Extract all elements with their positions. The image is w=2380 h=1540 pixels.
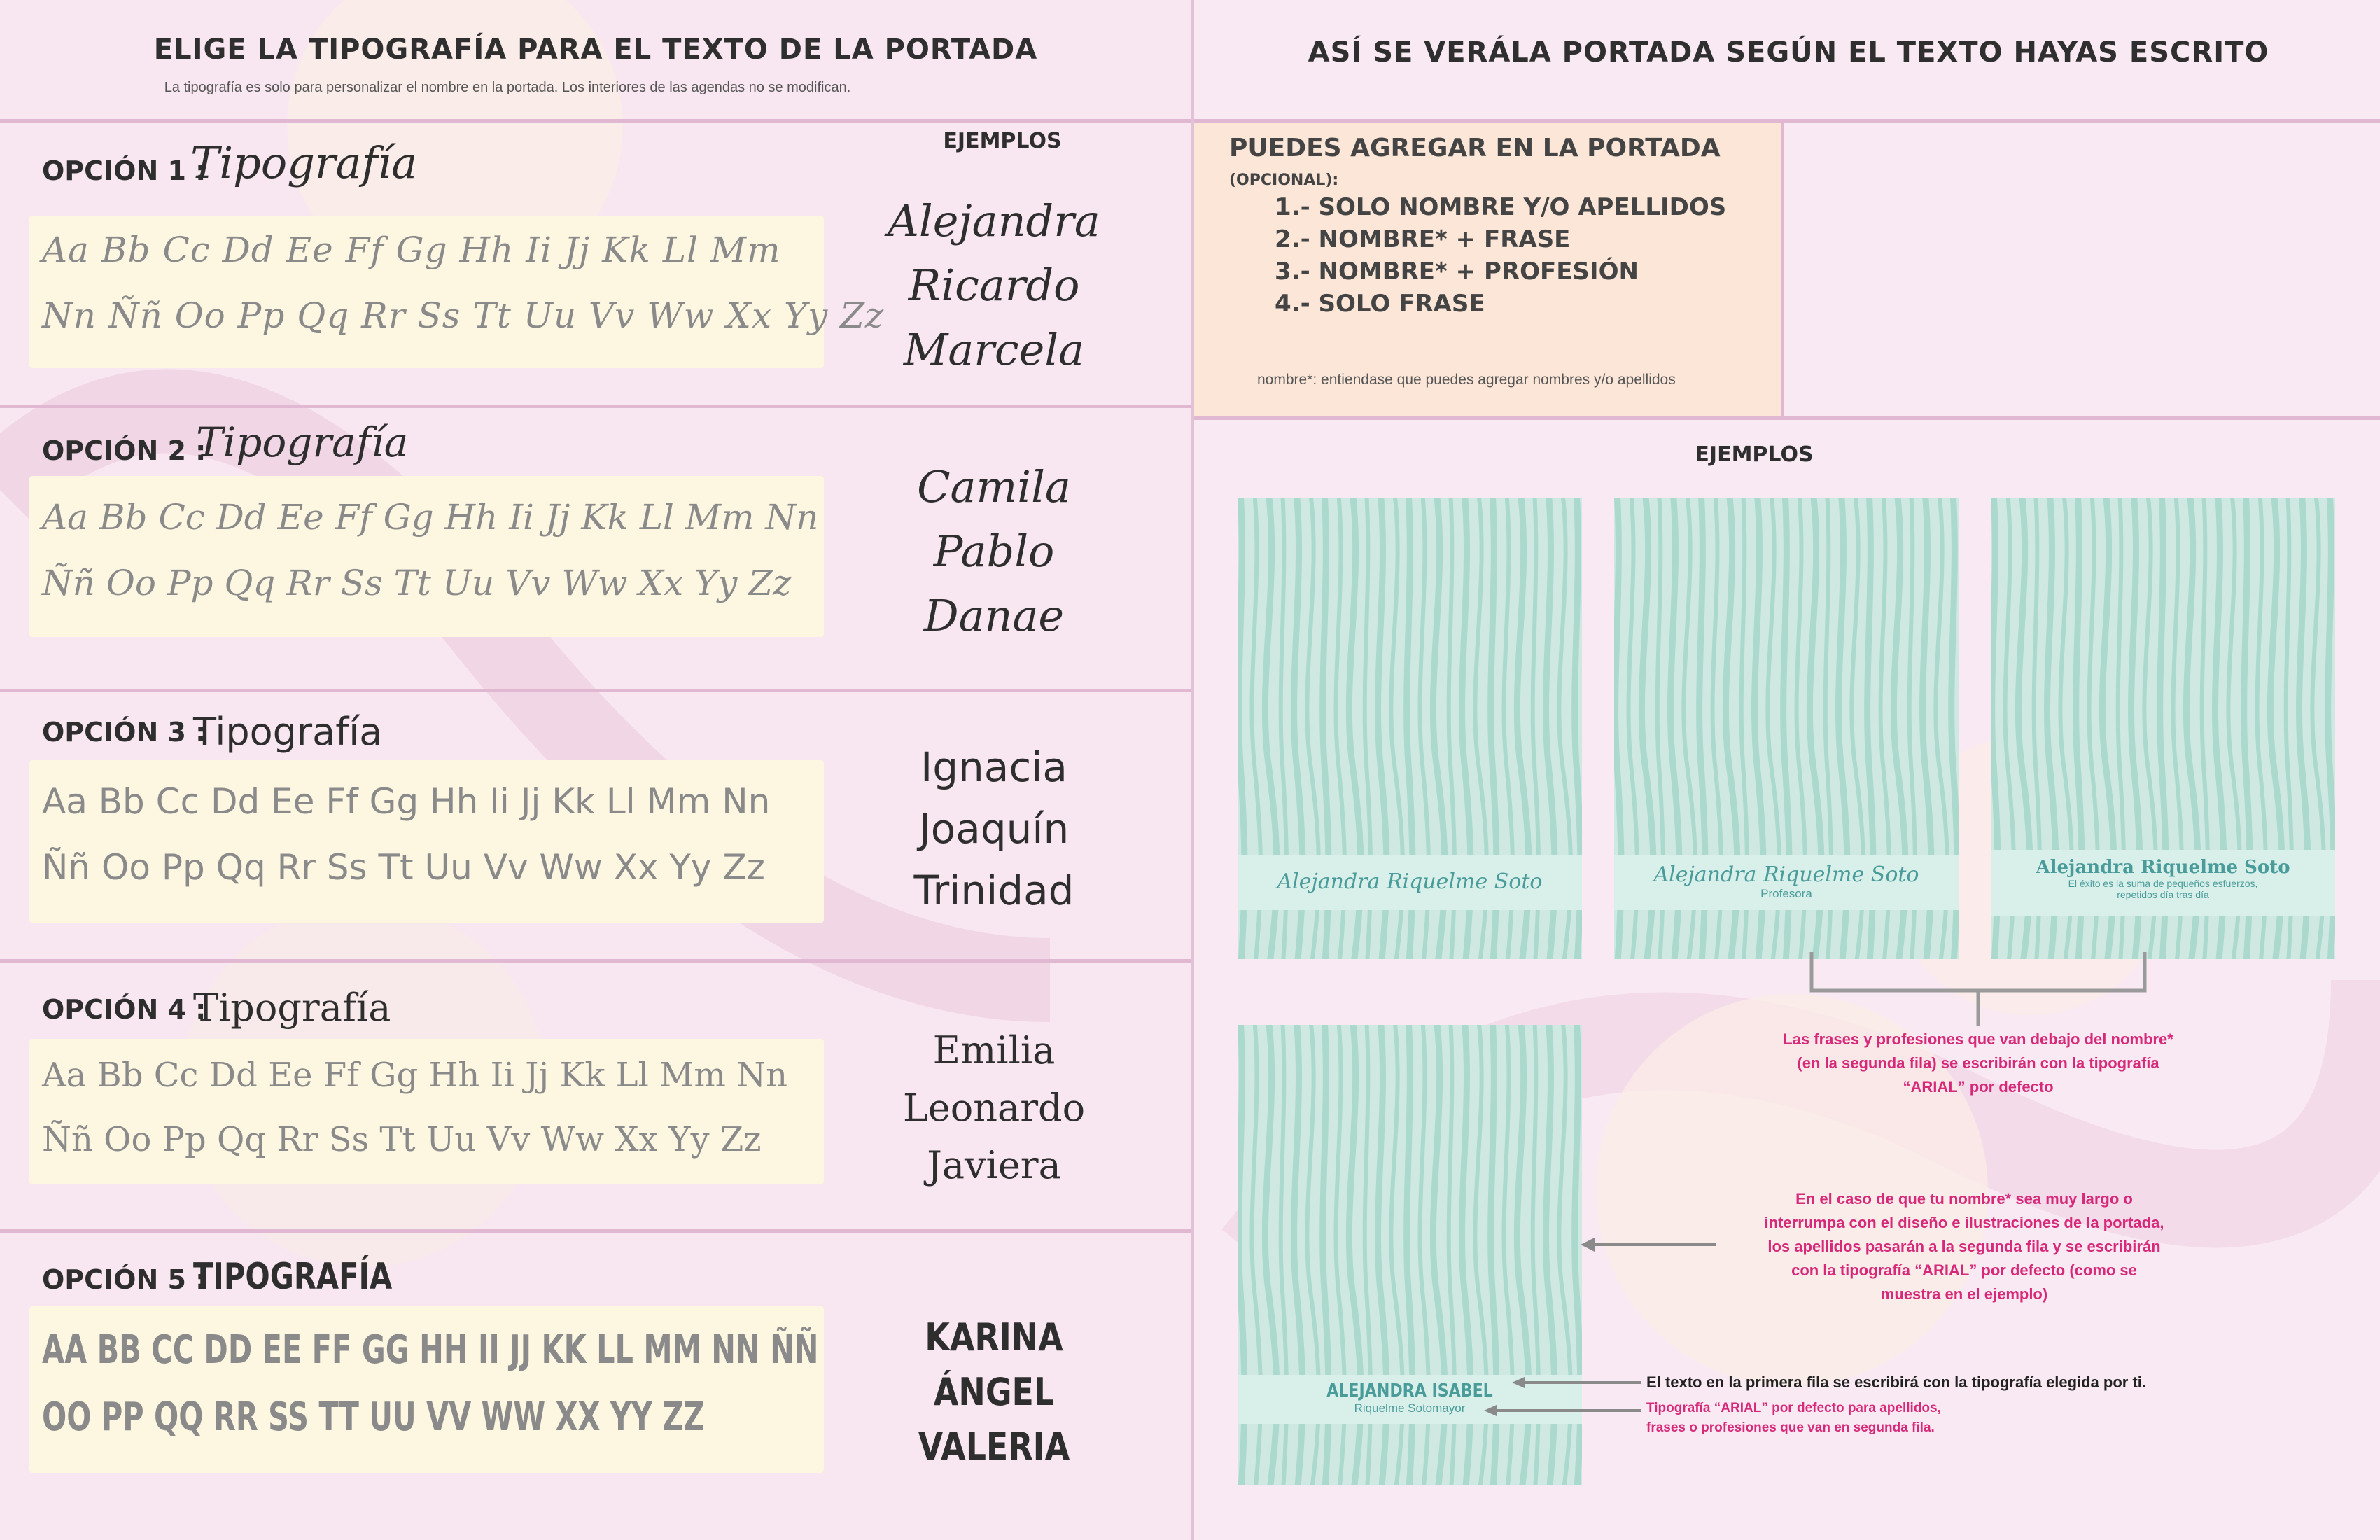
note-line: Las frases y profesiones que van debajo del nombre* [1783,1030,2174,1048]
example-name: VALERIA [918,1424,1070,1469]
add-text-box [1194,122,1781,416]
cover-name: Alejandra Riquelme Soto [1277,869,1543,894]
divider [0,689,1191,692]
alphabet-box [29,1306,824,1473]
cover-line3: repetidos día tras día [2117,889,2209,900]
example-name: Leonardo [902,1086,1086,1130]
example-name: Alejandra [888,195,1100,246]
alphabet-row: Aa Bb Cc Dd Ee Ff Gg Hh Ii Jj Kk Ll Mm Nn [42,497,819,538]
alphabet-row: Nn Ññ Oo Pp Qq Rr Ss Tt Uu Vv Ww Xx Yy Zz [42,295,885,336]
option-font-name: Tipografía [193,986,391,1030]
option-label: OPCIÓN 1 : [42,155,206,186]
note-line: (en la segunda fila) se escribirán con la tipografía [1797,1054,2160,1072]
note-line: En el caso de que tu nombre* sea muy largo o [1795,1190,2133,1208]
name-band [1238,855,1582,910]
name-note: nombre*: entiendase que puedes agregar nombres y/o apellidos [1257,372,1676,388]
list-item: 4.- SOLO FRASE [1275,290,1485,318]
example-names [833,189,1155,382]
divider [0,1229,1191,1233]
option-label: OPCIÓN 5 : [42,1264,206,1295]
example-name: Camila [917,461,1071,512]
example-name: Trinidad [913,867,1074,914]
note-nombre-largo [1705,1187,2223,1306]
cover-name: ALEJANDRA ISABEL [1326,1380,1493,1401]
note-frases [1754,1028,2202,1099]
alphabet-row: Aa Bb Cc Dd Ee Ff Gg Hh Ii Jj Kk Ll Mm [42,230,781,270]
option-font-name: TIPOGRAFÍA [193,1256,393,1298]
example-name: Danae [923,590,1065,641]
add-title-optional: (OPCIONAL): [1229,172,1339,189]
alphabet-box [29,216,885,368]
name-band [1991,850,2335,916]
divider [1194,416,2380,420]
arrow-left-icon [1511,1372,1644,1393]
note-line: “ARIAL” por defecto [1903,1078,2054,1096]
cover-example-1 [1238,498,1582,959]
example-name: Javiera [927,1143,1061,1187]
divider-vertical [1781,122,1784,416]
list-item: 2.- NOMBRE* + FRASE [1275,225,1571,253]
divider [0,959,1191,962]
cover-line2: Riquelme Sotomayor [1354,1401,1466,1415]
note-arial [1646,1399,2066,1438]
example-name: Ricardo [908,260,1080,311]
cover-example-2 [1614,498,1959,959]
example-name: Ignacia [920,743,1068,791]
list-item: 1.- SOLO NOMBRE Y/O APELLIDOS [1275,193,1727,221]
example-names [833,455,1155,648]
note-line: con la tipografía “ARIAL” por defecto (como se [1791,1261,2137,1279]
cover-preview-panel [1191,0,2380,1540]
example-name: ÁNGEL [933,1370,1055,1414]
divider [0,405,1191,408]
alphabet-row: AA BB CC DD EE FF GG HH II JJ KK LL MM NN ÑÑ [42,1327,819,1373]
cover-name: Alejandra Riquelme Soto [1653,862,1919,887]
divider [0,119,1191,122]
cover-line2: Profesora [1760,887,1812,900]
alphabet-box [29,476,824,637]
cover-example-3 [1991,498,2335,959]
add-options-list [1275,191,1726,320]
examples-title: EJEMPLOS [1695,442,1814,467]
example-name: Joaquín [918,805,1070,853]
alphabet-row: Ññ Oo Pp Qq Rr Ss Tt Uu Vv Ww Xx Yy Zz [42,1120,762,1159]
option-font-name: Tipografía [190,137,418,188]
alphabet-row: Ññ Oo Pp Qq Rr Ss Tt Uu Vv Ww Xx Yy Zz [42,847,765,888]
note-line: frases o profesiones que van en segunda fila. [1646,1420,1935,1435]
left-subtitle: La tipografía es solo para personalizar el nombre en la portada. Los interiores de las agendas no se modifican. [164,80,851,95]
option-font-name: Tipografía [193,710,383,754]
note-line: Tipografía “ARIAL” por defecto para apellidos, [1646,1401,1941,1415]
arrow-left-icon [1579,1231,1719,1259]
alphabet-row: Ññ Oo Pp Qq Rr Ss Tt Uu Vv Ww Xx Yy Zz [42,563,792,603]
alphabet-box [29,1039,824,1184]
option-font-name: Tipografía [196,419,409,466]
note-line: interrumpa con el diseño e ilustraciones de la portada, [1764,1214,2164,1231]
alphabet-row: Aa Bb Cc Dd Ee Ff Gg Hh Ii Jj Kk Ll Mm Nn [42,1056,788,1095]
bracket-connector [1796,952,2160,1029]
example-name: Pablo [933,526,1055,577]
example-names [833,1310,1155,1474]
arrow-left-icon [1483,1400,1644,1421]
option-label: OPCIÓN 4 : [42,994,206,1025]
examples-title: EJEMPLOS [943,129,1062,153]
option-label: OPCIÓN 2 : [42,435,206,466]
example-names [833,1022,1155,1194]
add-title-main: PUEDES AGREGAR EN LA PORTADA [1229,134,1721,162]
alphabet-row: OO PP QQ RR SS TT UU VV WW XX YY ZZ [42,1394,705,1440]
note-line: muestra en el ejemplo) [1880,1285,2048,1303]
add-title [1229,134,1781,191]
left-title: ELIGE LA TIPOGRAFÍA PARA EL TEXTO DE LA PORTADA [153,34,1038,66]
list-item: 3.- NOMBRE* + PROFESIÓN [1275,258,1639,286]
example-names [833,736,1155,921]
alphabet-box [29,760,824,923]
example-name: KARINA [925,1315,1063,1359]
alphabet-row: Aa Bb Cc Dd Ee Ff Gg Hh Ii Jj Kk Ll Mm Nn [42,781,771,822]
cover-name: Alejandra Riquelme Soto [2036,857,2290,878]
note-line: los apellidos pasarán a la segunda fila y se escribirán [1768,1238,2161,1255]
cover-line2: El éxito es la suma de pequeños esfuerzos, [2068,878,2258,889]
note-primera-fila: El texto en la primera fila se escribirá con la tipografía elegida por ti. [1646,1373,2147,1391]
right-title: ASÍ SE VERÁLA PORTADA SEGÚN EL TEXTO HAYAS ESCRITO [1308,36,2269,69]
name-band [1614,855,1959,910]
option-label: OPCIÓN 3 : [42,717,206,748]
example-name: Emilia [932,1028,1056,1072]
example-name: Marcela [903,324,1085,375]
